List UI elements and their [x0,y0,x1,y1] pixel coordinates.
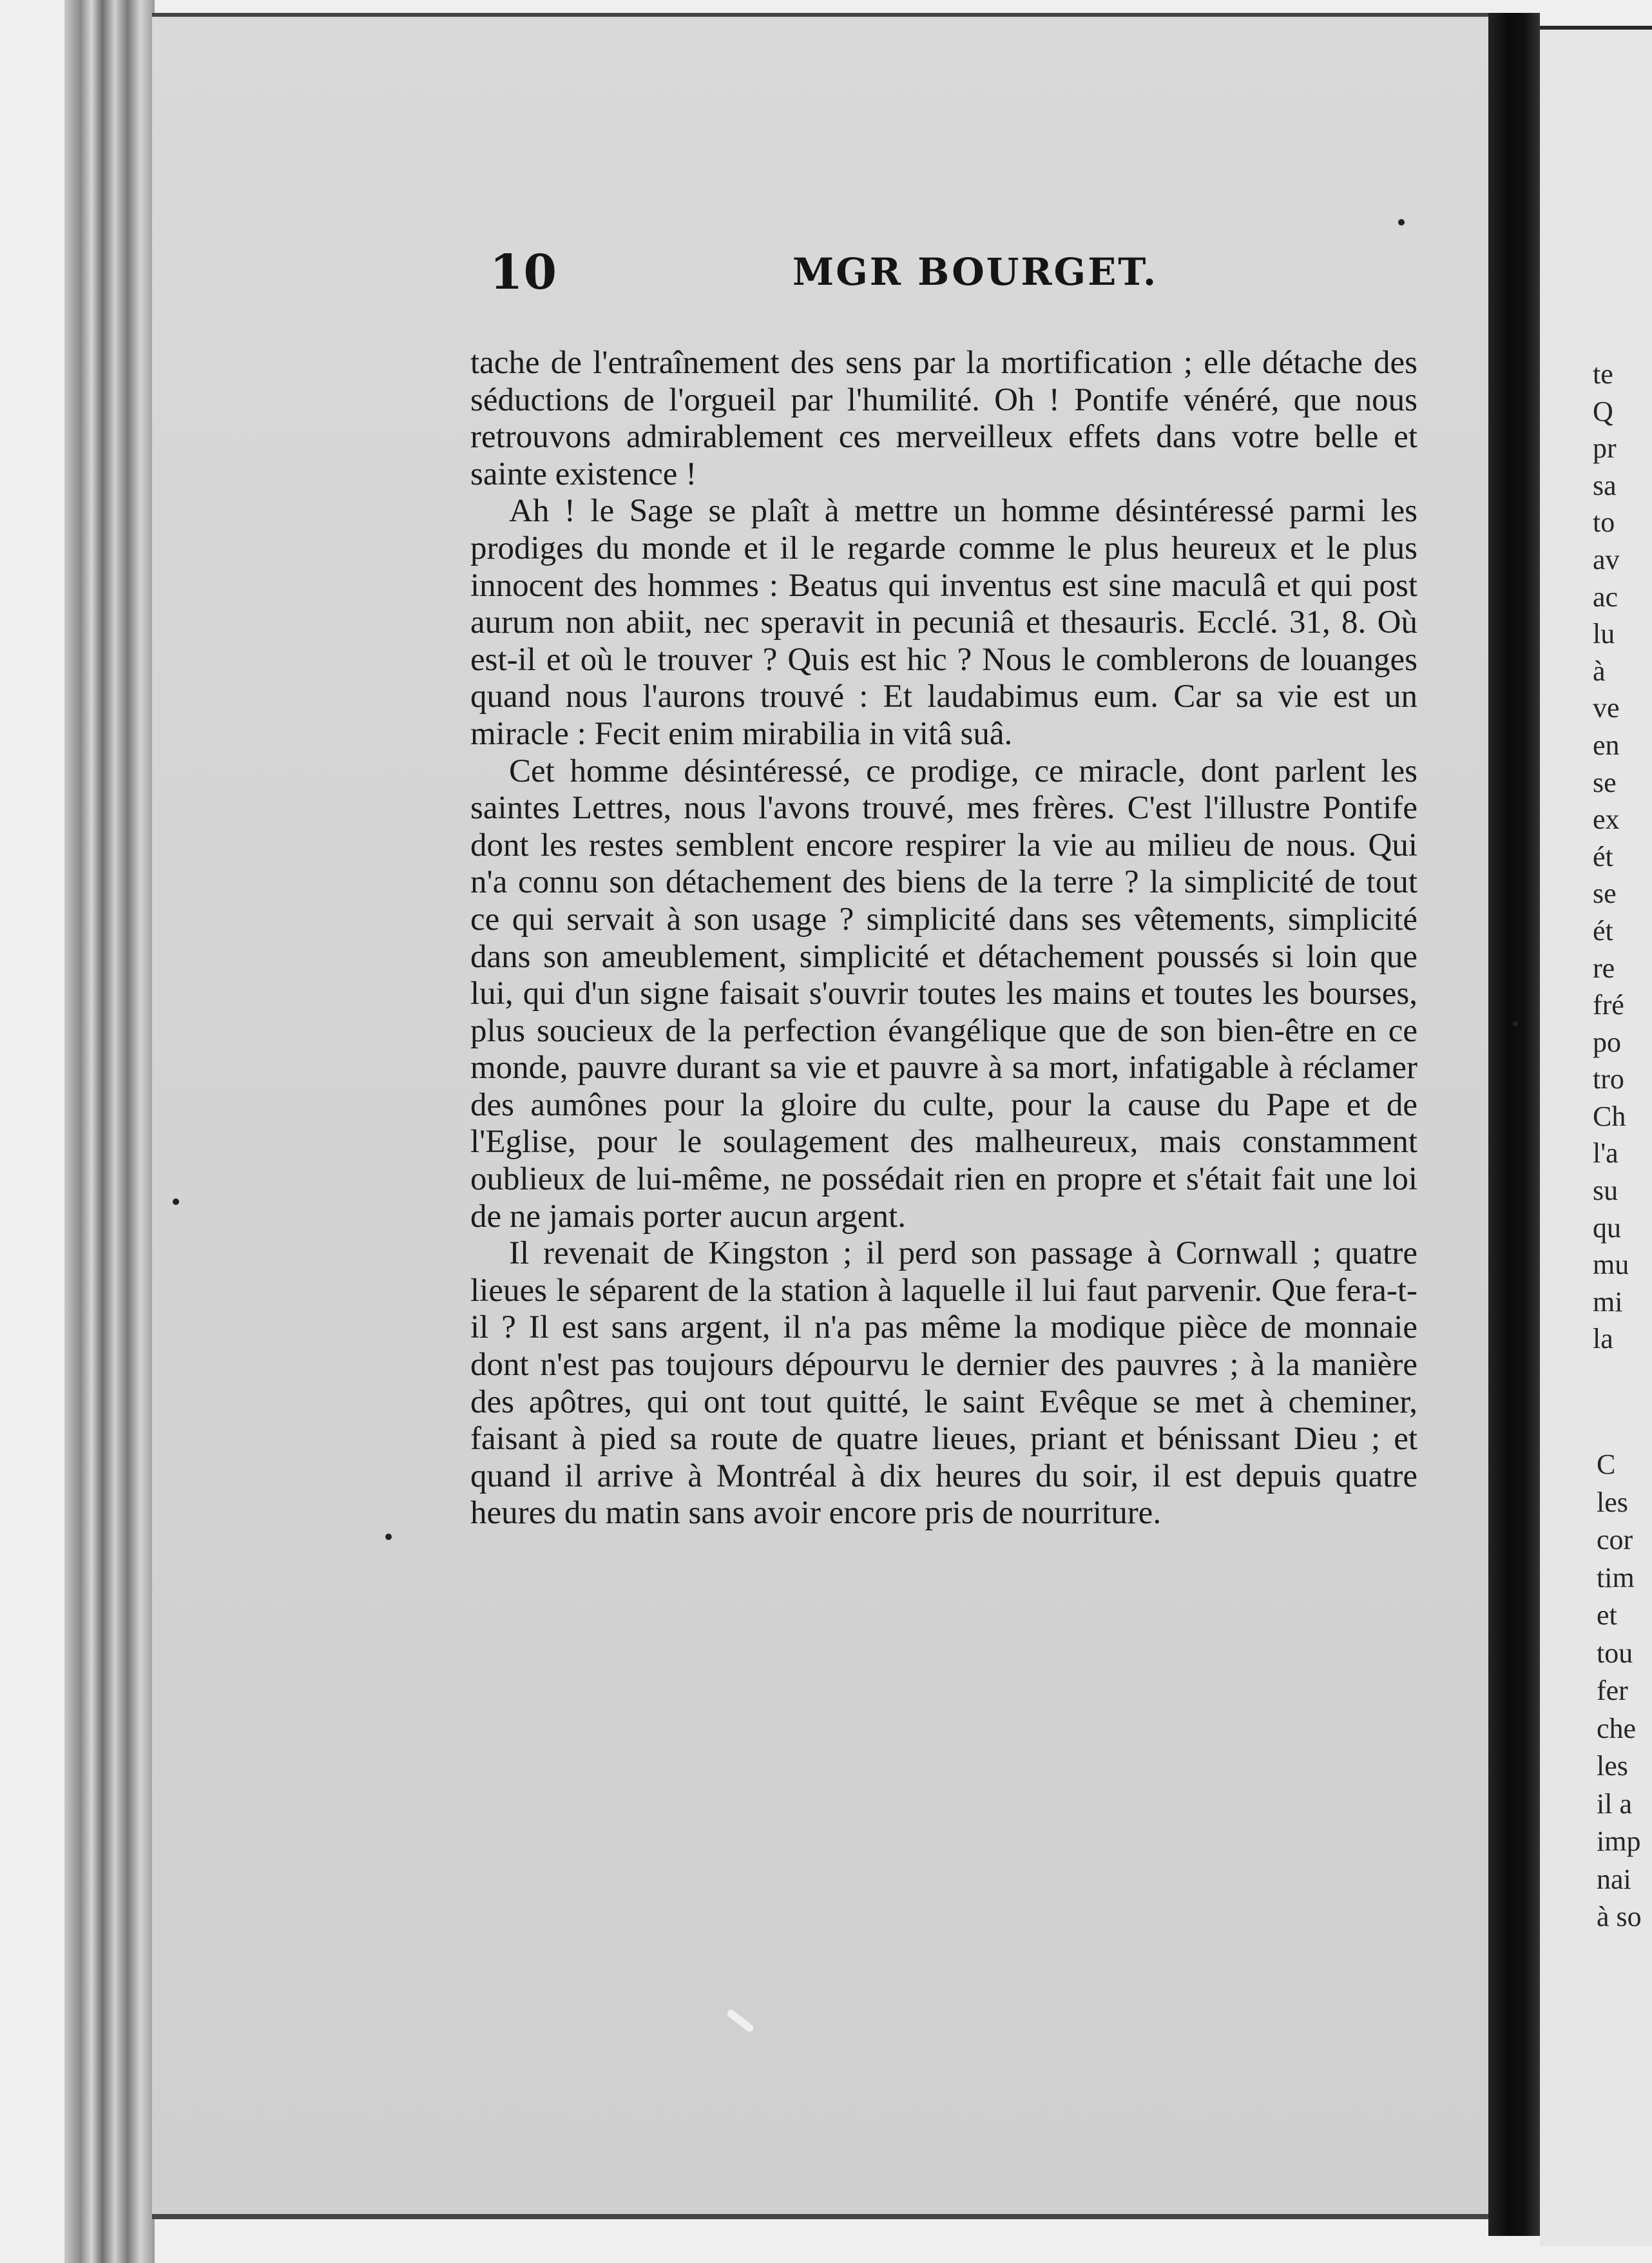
book-gutter [1488,13,1540,2236]
paragraph: tache de l'entraînement des sens par la mortification ; elle détache des séductions de l'orgueil par l'humilité. Oh ! Pontife vénéré, que nous retrouvons admirablement ces merveilleux effets dans votre belle et sainte existence ! [470,345,1417,492]
page-number: 10 [490,245,557,300]
running-title: MGR BOURGET. [792,250,1158,294]
paragraph: Ah ! le Sage se plaît à mettre un homme désintéressé parmi les prodiges du monde et il le regarde comme le plus heureux et le plus innocent des hommes : Beatus qui inventus est sine maculâ et qui post aurum non abiit, nec speravit in pecuniâ et thesauris. Ecclé. 31, 8. Où est-il et où le trouver ? Quis est hic ? Nous le comblerons de louanges quand nous l'aurons trouvé : Et laudabimus eum. Car sa vie est un miracle : Fecit enim mirabilia in vitâ suâ. [470,493,1417,752]
paragraph: Cet homme désintéressé, ce prodige, ce miracle, dont parlent les saintes Lettres, nous l'avons trouvé, mes frères. C'est l'illustre Pontife dont les restes semblent encore respirer la vie au milieu de nous. Qui n'a connu son détachement des biens de la terre ? la simplicité de tout ce qui servait à son usage ? simplicité dans ses vêtements, simplicité dans son ameublement, simplicité et détachement poussés si loin que lui, qui d'un signe faisait s'ouvrir toutes les mains et toutes les bourses, plus soucieux de la perfection évangélique que de son bien-être en ce monde, pauvre durant sa vie et pauvre à sa mort, infatigable à réclamer des aumônes pour la gloire du culte, pour la cause du Pape et de l'Eglise, pour le soulagement des malheureux, mais constamment oublieux de lui-même, ne possédait rien en propre et s'était fait une loi de ne jamais porter aucun argent. [470,753,1417,1235]
scan-speck [385,1534,392,1540]
scan-speck [1398,219,1405,226]
paragraph: Il revenait de Kingston ; il perd son passage à Cornwall ; quatre lieues le séparent de la station à laquelle il lui faut parvenir. Que fera-t-il ? Il est sans argent, il n'a pas même la modique pièce de monnaie dont n'est pas toujours dépourvu le dernier des pauvres ; à la manière des apôtres, qui ont tout quitté, le saint Evêque se met à cheminer, faisant à pied sa route de quatre lieues, priant et bénissant Dieu ; et quand il arrive à Montréal à dix heures du soir, il est depuis quatre heures du matin sans avoir encore pris de nourriture. [470,1235,1417,1532]
scan-speck [173,1199,179,1205]
facing-page-text-top: te Q pr sa to av ac lu à ve en se ex ét se ét re fré po tro Ch l'a su qu mu mi la [1593,358,1629,1355]
facing-page-text-bottom: C les cor tim et tou fer che les il a imp nai à so [1597,1449,1642,1932]
scan-speck [1513,1021,1518,1026]
book-page-edges [64,0,155,2263]
body-text [470,345,1417,1532]
page-header [490,245,1392,309]
